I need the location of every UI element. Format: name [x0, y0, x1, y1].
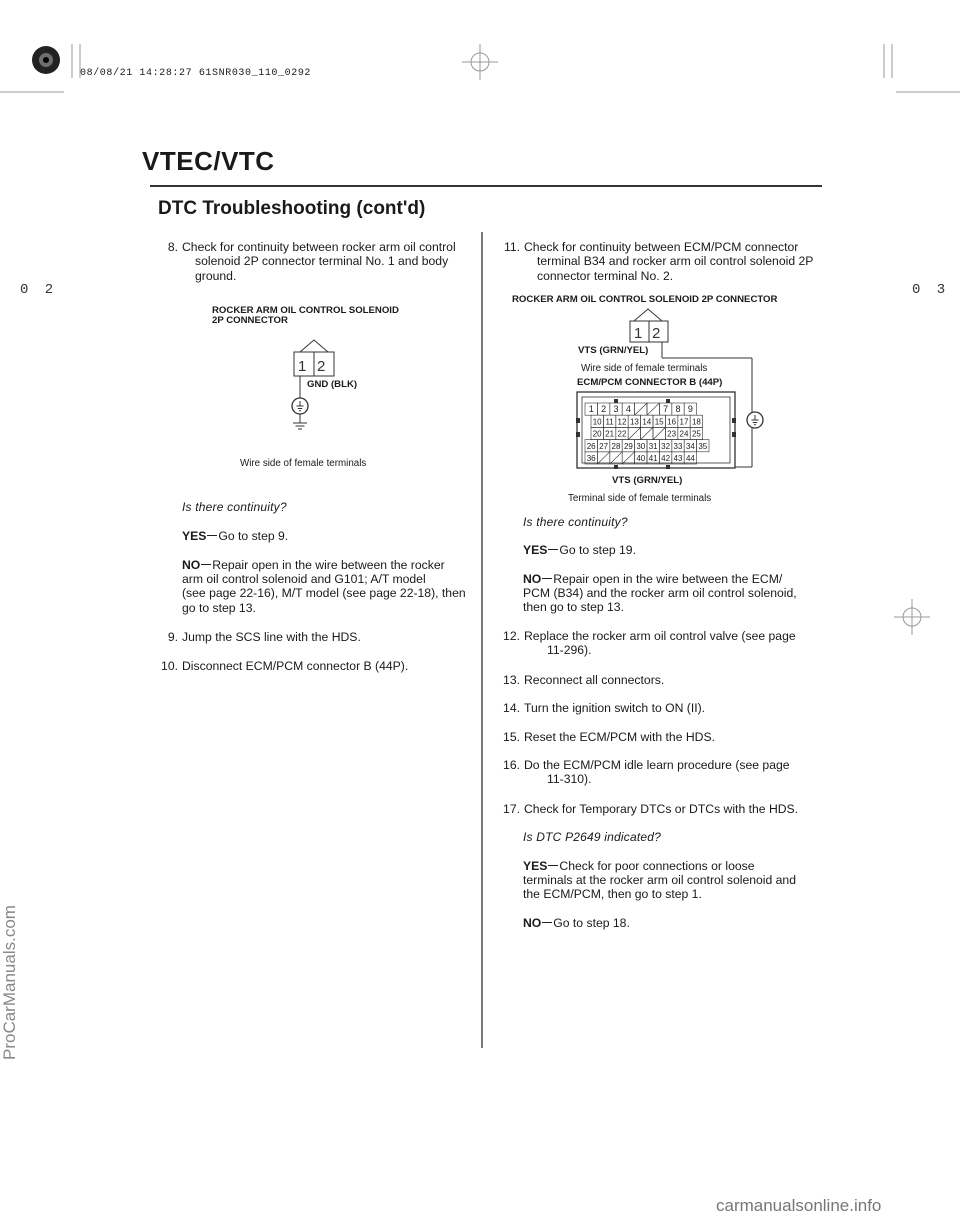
connector-pin-number: 15 [654, 417, 664, 427]
step-9: 9. Jump the SCS line with the HDS. [167, 630, 361, 644]
connector-pin-number: 20 [592, 429, 602, 439]
registration-target-icon [32, 46, 60, 74]
connector-pin-1: 1 [298, 358, 307, 375]
no-branch: NO Repair open in the wire between the rocker arm oil control solenoid and G101; A/T model (see page 22-16), M/T model (see page 22-18), then go to step 13. [182, 558, 466, 615]
connector-pin-number: 13 [629, 417, 639, 427]
footer-watermark: carmanualsonline.info [716, 1196, 882, 1215]
section-title: VTEC/VTC [142, 146, 275, 176]
connector-pin-number: 3 [613, 404, 619, 415]
connector-pin-2: 2 [317, 358, 326, 375]
wire-label-bottom: VTS (GRN/YEL) [612, 475, 683, 486]
connector-pin-number: 35 [698, 441, 708, 451]
connector-pin-number: 43 [673, 454, 683, 463]
ground-icon [292, 398, 308, 429]
connector-pin-number: 36 [586, 454, 596, 463]
connector-pin-number: 8 [675, 404, 681, 415]
step-15: 15. Reset the ECM/PCM with the HDS. [503, 730, 715, 744]
connector-pin-number: 28 [611, 441, 621, 451]
diagram-title: ROCKER ARM OIL CONTROL SOLENOID 2P CONNECTOR [512, 294, 778, 305]
step-12: 12. Replace the rocker arm oil control valve (see page 11-296). [503, 629, 796, 658]
connector-pin-number: 9 [687, 404, 693, 415]
ecm-connector-title: ECM/PCM CONNECTOR B (44P) [577, 377, 723, 388]
diagram-caption: Terminal side of female terminals [568, 493, 712, 504]
connector-pin-1: 1 [634, 325, 643, 342]
connector-pin-number: 12 [617, 417, 627, 427]
diagram-caption: Wire side of female terminals [240, 458, 367, 469]
connector-pin-number: 21 [605, 429, 615, 439]
step-11: 11. Check for continuity between ECM/PCM connector terminal B34 and rocker arm oil control solenoid 2P connector terminal No. 2. [503, 240, 814, 283]
connector-pin-number: 41 [648, 454, 658, 463]
crosshair-icon [894, 599, 930, 635]
no-branch: NO Go to step 18. [523, 916, 630, 930]
connector-pin-number: 11 [605, 417, 614, 427]
question: Is there continuity? [182, 500, 287, 514]
connector-pin-number: 4 [625, 404, 631, 415]
connector-pin-number: 27 [599, 441, 609, 451]
connector-pin-number: 31 [648, 441, 658, 451]
diagram-title: 2P CONNECTOR [212, 315, 288, 326]
question: Is DTC P2649 indicated? [523, 830, 662, 844]
connector-pin-number: 44 [685, 454, 695, 463]
no-branch: NO Repair open in the wire between the ECM/ PCM (B34) and the rocker arm oil control solenoid, then go to step 13. [523, 572, 797, 615]
connector-pin-number: 1 [588, 404, 594, 415]
crosshair-icon [462, 44, 498, 80]
connector-pin-number: 26 [586, 441, 596, 451]
connector-pin-number: 10 [592, 417, 602, 427]
connector-pin-number: 29 [623, 441, 633, 451]
yes-branch: YES Check for poor connections or loose terminals at the rocker arm oil control solenoid and the ECM/PCM, then go to step 1. [523, 859, 796, 902]
print-stamp: 08/08/21 14:28:27 61SNR030_110_0292 [80, 68, 312, 79]
connector-pin-number: 40 [636, 454, 646, 463]
connector-pin-number: 18 [691, 417, 701, 427]
subsection-title: DTC Troubleshooting (cont'd) [158, 198, 426, 219]
connector-pin-number: 2 [601, 404, 607, 415]
step-13: 13. Reconnect all connectors. [503, 673, 665, 687]
question: Is there continuity? [523, 515, 628, 529]
ecm-connector-diagram [566, 305, 776, 495]
connector-pin-number: 32 [661, 441, 671, 451]
yes-branch: YES Go to step 19. [523, 543, 636, 557]
connector-pin-number: 22 [617, 429, 627, 439]
step-16: 16. Do the ECM/PCM idle learn procedure (see page 11-310). [503, 758, 790, 787]
connector-pin-number: 42 [661, 454, 671, 463]
connector-pin-number: 7 [663, 404, 669, 415]
connector-pin-number: 24 [679, 429, 689, 439]
diagram-title: ROCKER ARM OIL CONTROL SOLENOID [212, 305, 399, 316]
step-10: 10. Disconnect ECM/PCM connector B (44P). [161, 659, 409, 673]
step-8: 8. Check for continuity between rocker arm oil control solenoid 2P connector terminal No. 1 and body ground. [167, 240, 456, 283]
connector-pin-number: 16 [667, 417, 677, 427]
ground-icon [747, 412, 763, 428]
connector-pin-2: 2 [652, 325, 661, 342]
step-17: 17. Check for Temporary DTCs or DTCs with the HDS. [503, 802, 799, 816]
page-marker-right: 0 3 [912, 282, 950, 298]
connector-pin-number: 23 [667, 429, 677, 439]
wire-side-label: Wire side of female terminals [581, 363, 708, 374]
yes-branch: YES Go to step 9. [182, 529, 289, 543]
connector-pin-number: 14 [642, 417, 652, 427]
connector-pin-number: 33 [673, 441, 683, 451]
connector-pin-number: 30 [636, 441, 646, 451]
connector-pin-number: 17 [679, 417, 689, 427]
wire-label-top: VTS (GRN/YEL) [578, 345, 649, 356]
wire-label: GND (BLK) [307, 379, 358, 390]
connector-pin-number: 25 [691, 429, 701, 439]
step-14: 14. Turn the ignition switch to ON (II). [503, 701, 706, 715]
page-marker-left: 0 2 [20, 282, 58, 298]
connector-pin-number: 34 [685, 441, 695, 451]
